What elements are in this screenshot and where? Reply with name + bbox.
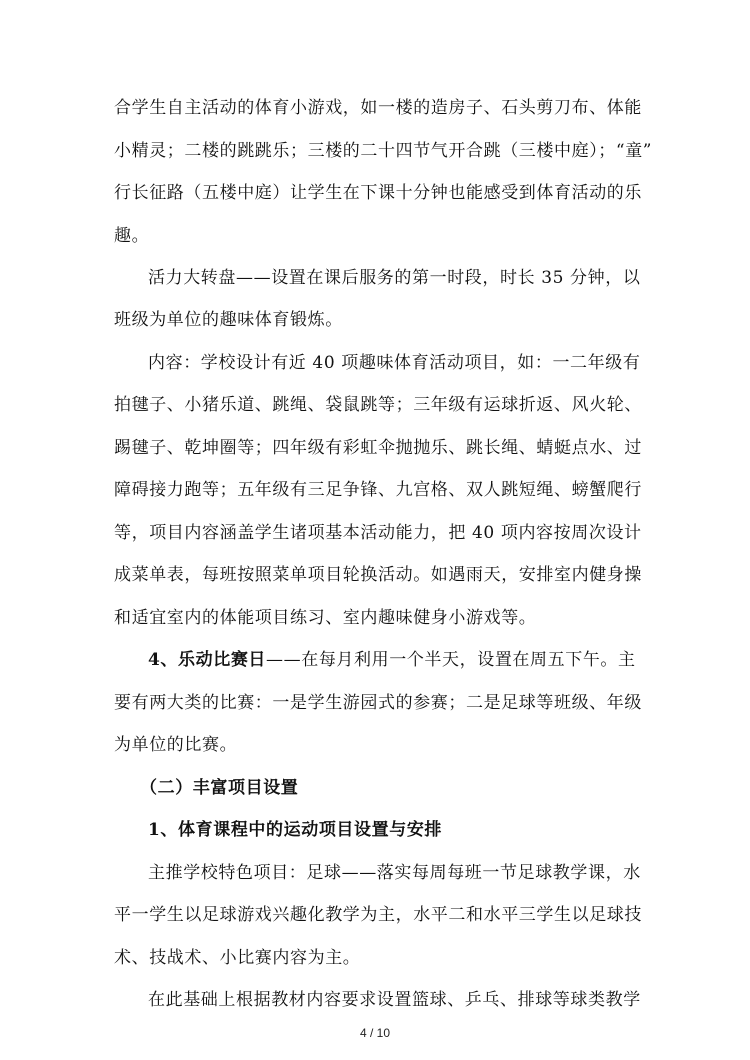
page-number: 4 / 10 bbox=[359, 1026, 391, 1040]
text-line: 活力大转盘——设置在课后服务的第一时段，时长 35 分钟，以 bbox=[148, 268, 641, 288]
text-line: 和适宜室内的体能项目练习、室内趣味健身小游戏等。 bbox=[114, 608, 537, 628]
text-line: 要有两大类的比赛：一是学生游园式的参赛；二是足球等班级、年级 bbox=[114, 693, 642, 713]
event-day-text: ——在每月利用一个半天，设置在周五下午。主 bbox=[266, 650, 636, 670]
subsection-heading: 1、体育课程中的运动项目设置与安排 bbox=[148, 820, 443, 840]
section-heading: （二）丰富项目设置 bbox=[140, 778, 299, 798]
text-line: 小精灵；二楼的跳跳乐；三楼的二十四节气开合跳（三楼中庭）；“童” bbox=[114, 141, 653, 161]
text-line: 平一学生以足球游戏兴趣化教学为主，水平二和水平三学生以足球技 bbox=[114, 905, 642, 925]
text-line: 术、技战术、小比赛内容为主。 bbox=[114, 948, 361, 968]
text-line: 合学生自主活动的体育小游戏，如一楼的造房子、石头剪刀布、体能 bbox=[114, 98, 642, 118]
text-line: 在此基础上根据教材内容要求设置篮球、乒乓、排球等球类教学 bbox=[148, 990, 641, 1010]
paragraph-event-day bbox=[148, 648, 708, 672]
text-line: 行长征路（五楼中庭）让学生在下课十分钟也能感受到体育活动的乐 bbox=[114, 183, 642, 203]
text-line: 趣。 bbox=[114, 226, 150, 246]
text-line: 拍毽子、小猪乐道、跳绳、袋鼠跳等；三年级有运球折返、风火轮、 bbox=[114, 395, 642, 415]
text-line: 等，项目内容涵盖学生诸项基本活动能力，把 40 项内容按周次设计 bbox=[114, 523, 642, 543]
text-line: 障碍接力跑等；五年级有三足争锋、九宫格、双人跳短绳、螃蟹爬行 bbox=[114, 480, 642, 500]
text-line: 成菜单表，每班按照菜单项目轮换活动。如遇雨天，安排室内健身操 bbox=[114, 565, 642, 585]
text-line: 为单位的比赛。 bbox=[114, 735, 238, 755]
event-day-title: 4、乐动比赛日 bbox=[148, 650, 267, 670]
text-line: 班级为单位的趣味体育锻炼。 bbox=[114, 310, 343, 330]
text-line: 踢毽子、乾坤圈等；四年级有彩虹伞抛抛乐、跳长绳、蜻蜓点水、过 bbox=[114, 438, 642, 458]
text-line: 内容：学校设计有近 40 项趣味体育活动项目，如：一二年级有 bbox=[148, 353, 641, 373]
text-line: 主推学校特色项目：足球——落实每周每班一节足球教学课，水 bbox=[148, 863, 641, 883]
